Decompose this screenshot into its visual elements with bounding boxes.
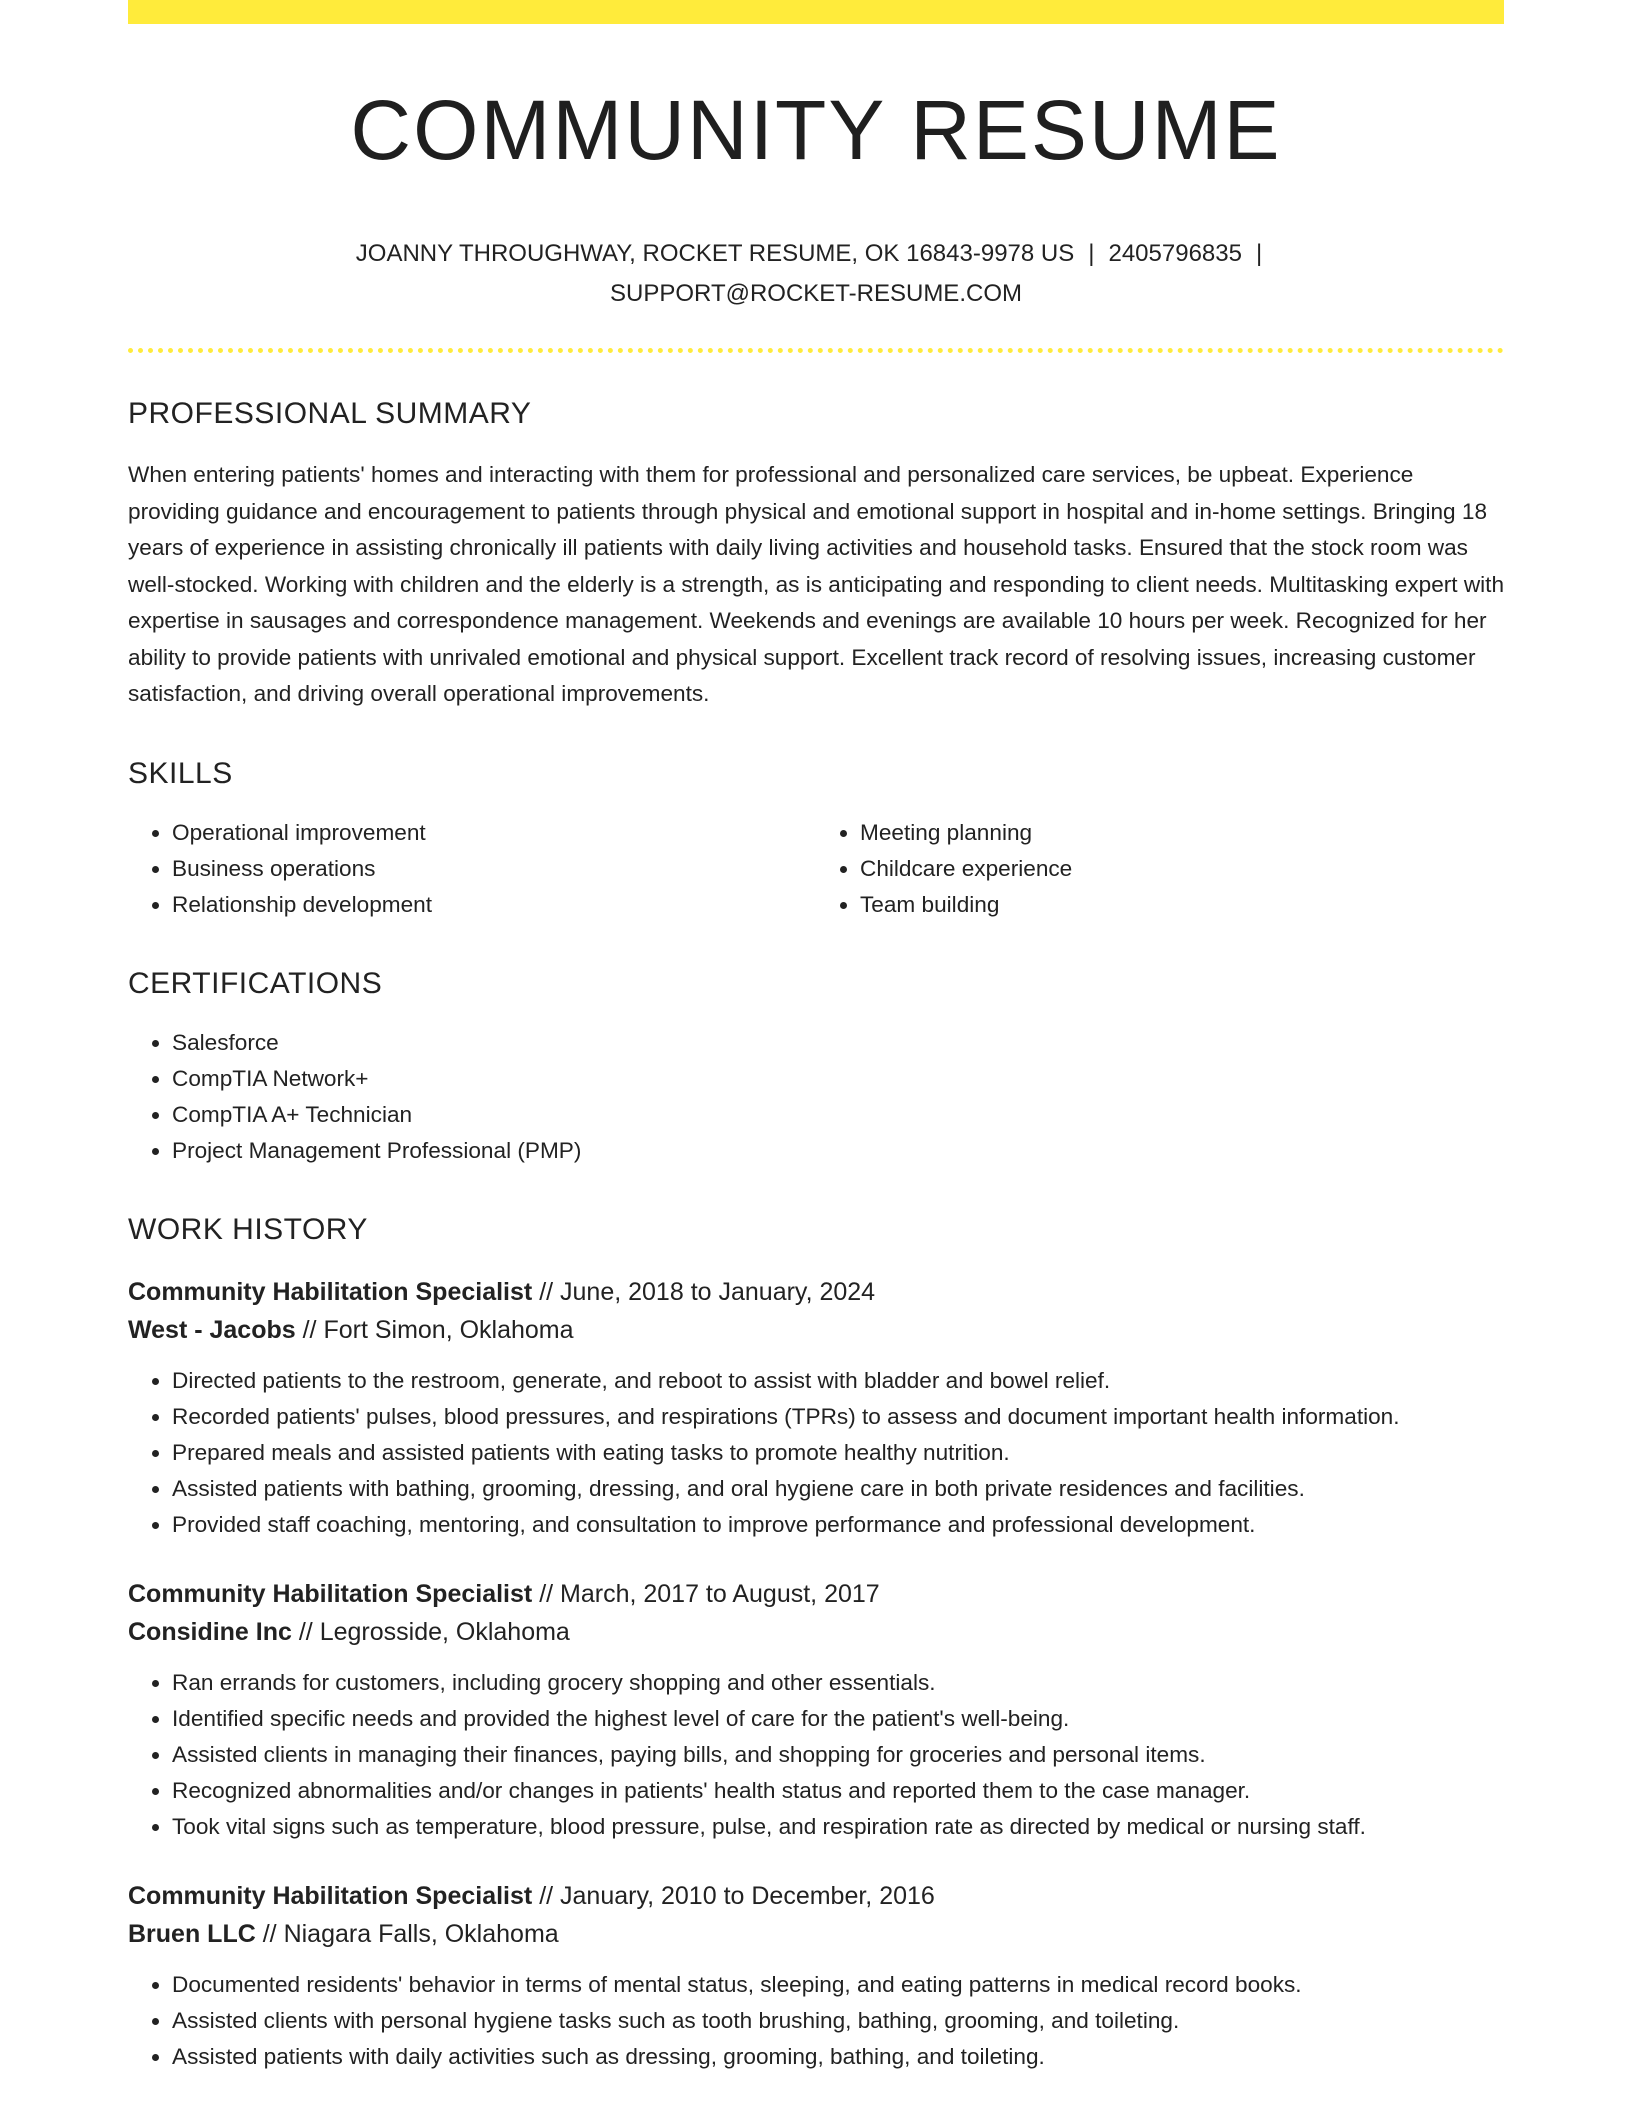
- skills-column-right: [816, 815, 1504, 923]
- job-role: Community Habilitation Specialist: [128, 1881, 533, 1910]
- job-company: Considine Inc: [128, 1617, 292, 1646]
- job-company-line: [128, 1311, 1504, 1349]
- job-bullet: • Assisted clients with personal hygiene tasks such as tooth brushing, bathing, grooming, and toileting.: [172, 2003, 1504, 2039]
- job-title-line: [128, 1877, 1504, 1915]
- job-bullet: • Provided staff coaching, mentoring, and consultation to improve performance and professional development.: [172, 1507, 1504, 1543]
- job-role: Community Habilitation Specialist: [128, 1277, 533, 1306]
- resume-page: [128, 0, 1504, 2075]
- header-divider: [128, 348, 1504, 353]
- job-bullet: • Prepared meals and assisted patients with eating tasks to promote healthy nutrition.: [172, 1435, 1504, 1471]
- job-bullet: • Assisted patients with daily activities such as dressing, grooming, bathing, and toileting.: [172, 2039, 1504, 2075]
- work-history-list: [128, 1273, 1504, 2075]
- contact-info: [128, 234, 1504, 314]
- skills-column-left: [128, 815, 816, 923]
- certification-item: • CompTIA Network+: [172, 1061, 1504, 1097]
- job-dates: // June, 2018 to January, 2024: [539, 1277, 876, 1306]
- certification-item: • Salesforce: [172, 1025, 1504, 1061]
- certification-item: • CompTIA A+ Technician: [172, 1097, 1504, 1133]
- summary-heading: PROFESSIONAL SUMMARY: [128, 397, 532, 431]
- job-company-line: [128, 1613, 1504, 1651]
- job-title-line: [128, 1273, 1504, 1311]
- summary-text: When entering patients' homes and interacting with them for professional and personalized care services, be upbeat. Experience providing guidance and encouragement to patients through physical and emotional support in hospital and in-home settings. Bringing 18 years of experience in assisting chronically ill patients with daily living activities and household tasks. Ensured that the stock room was well-stocked. Working with children and the elderly is a strength, as is anticipating and responding to client needs. Multitasking expert with expertise in sausages and correspondence management. Weekends and evenings are available 10 hours per week. Recognized for her ability to provide patients with unrivaled emotional and physical support. Excellent track record of resolving issues, increasing customer satisfaction, and driving overall operational improvements.: [128, 462, 1505, 707]
- job-company-line: [128, 1915, 1504, 1953]
- job-entry: [128, 1877, 1504, 2075]
- job-company: West - Jacobs: [128, 1315, 296, 1344]
- job-company: Bruen LLC: [128, 1919, 256, 1948]
- job-title-line: [128, 1575, 1504, 1613]
- job-location: // Fort Simon, Oklahoma: [302, 1315, 574, 1344]
- skill-item: • Meeting planning: [860, 815, 1504, 851]
- skill-item: • Operational improvement: [172, 815, 816, 851]
- skill-item: • Team building: [860, 887, 1504, 923]
- job-bullet: • Directed patients to the restroom, generate, and reboot to assist with bladder and bowel relief.: [172, 1363, 1504, 1399]
- job-bullet: • Recognized abnormalities and/or changes in patients' health status and reported them to the case manager.: [172, 1773, 1504, 1809]
- certification-item: • Project Management Professional (PMP): [172, 1133, 1504, 1169]
- resume-name: COMMUNITY RESUME: [350, 83, 1282, 177]
- job-location: // Niagara Falls, Oklahoma: [262, 1919, 559, 1948]
- job-bullet: • Documented residents' behavior in terms of mental status, sleeping, and eating patterns in medical record books.: [172, 1967, 1504, 2003]
- job-location: // Legrosside, Oklahoma: [298, 1617, 570, 1646]
- contact-separator: |: [1088, 240, 1095, 268]
- job-entry: [128, 1575, 1504, 1845]
- job-bullet: • Assisted patients with bathing, grooming, dressing, and oral hygiene care in both private residences and facilities.: [172, 1471, 1504, 1507]
- contact-separator: |: [1255, 240, 1263, 268]
- contact-address: JOANNY THROUGHWAY, ROCKET RESUME, OK 16843-9978 US: [355, 240, 1075, 268]
- job-bullets: [128, 1665, 1504, 1845]
- contact-phone: 2405796835: [1108, 240, 1242, 268]
- work-history-heading: WORK HISTORY: [128, 1212, 368, 1246]
- job-entry: [128, 1273, 1504, 1543]
- job-bullet: • Identified specific needs and provided the highest level of care for the patient's well-being.: [172, 1701, 1504, 1737]
- skill-item: • Childcare experience: [860, 851, 1504, 887]
- job-bullet: • Assisted clients in managing their finances, paying bills, and shopping for groceries and personal items.: [172, 1737, 1504, 1773]
- contact-email: SUPPORT@ROCKET-RESUME.COM: [610, 280, 1022, 308]
- skills-heading: SKILLS: [128, 756, 233, 790]
- job-bullets: [128, 1363, 1504, 1543]
- job-dates: // March, 2017 to August, 2017: [539, 1579, 880, 1608]
- job-bullet: • Ran errands for customers, including grocery shopping and other essentials.: [172, 1665, 1504, 1701]
- skills-list: [128, 815, 1504, 923]
- certifications-list: [128, 1025, 1504, 1169]
- skill-item: • Relationship development: [172, 887, 816, 923]
- job-role: Community Habilitation Specialist: [128, 1579, 533, 1608]
- job-bullet: • Took vital signs such as temperature, blood pressure, pulse, and respiration rate as directed by medical or nursing staff.: [172, 1809, 1504, 1845]
- top-accent-bar: [128, 0, 1504, 24]
- skill-item: • Business operations: [172, 851, 816, 887]
- certifications-heading: CERTIFICATIONS: [128, 966, 383, 1000]
- job-bullet: • Recorded patients' pulses, blood pressures, and respirations (TPRs) to assess and document important health information.: [172, 1399, 1504, 1435]
- job-bullets: [128, 1967, 1504, 2075]
- job-dates: // January, 2010 to December, 2016: [539, 1881, 935, 1910]
